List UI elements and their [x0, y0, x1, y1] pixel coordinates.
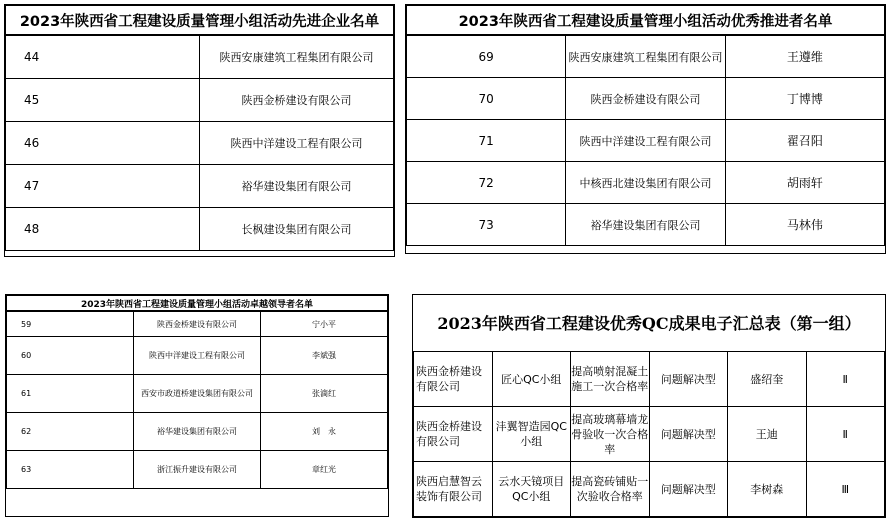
company-name: 长枫建设集团有限公司 [200, 208, 394, 251]
company-name: 中核西北建设集团有限公司 [566, 162, 725, 204]
company-name: 陕西金桥建设有限公司 [566, 78, 725, 120]
table-row [6, 208, 394, 251]
person-name: 翟召阳 [725, 120, 884, 162]
row-number: 72 [407, 162, 566, 204]
row-number: 63 [7, 451, 134, 489]
row-number: 44 [6, 35, 200, 79]
row-number: 45 [6, 79, 200, 122]
qc-type: 问题解决型 [649, 462, 728, 517]
table-row [7, 413, 388, 451]
company-name: 陕西安康建筑工程集团有限公司 [200, 35, 394, 79]
table-row [6, 165, 394, 208]
table-row [7, 311, 388, 337]
company-name: 陕西金桥建设有限公司 [134, 311, 261, 337]
table-row [7, 375, 388, 413]
person-name: 王遵维 [725, 35, 884, 78]
company-name: 陕西中洋建设工程有限公司 [200, 122, 394, 165]
company-name: 陕西金桥建设有限公司 [200, 79, 394, 122]
person-name: 张滴红 [261, 375, 388, 413]
table-row [407, 78, 885, 120]
row-number: 60 [7, 337, 134, 375]
company-name: 陕西安康建筑工程集团有限公司 [566, 35, 725, 78]
leader-list-panel [5, 294, 389, 517]
row-number: 61 [7, 375, 134, 413]
company-name: 陕西金桥建设有限公司 [414, 352, 493, 407]
qc-summary-title: 2023年陕西省工程建设优秀QC成果电子汇总表（第一组） [414, 295, 885, 352]
table-row [407, 162, 885, 204]
enterprise-table [5, 5, 394, 251]
row-number: 46 [6, 122, 200, 165]
company-name: 裕华建设集团有限公司 [134, 413, 261, 451]
person-name: 胡雨轩 [725, 162, 884, 204]
row-number: 69 [407, 35, 566, 78]
row-number: 62 [7, 413, 134, 451]
qc-type: 问题解决型 [649, 407, 728, 462]
person-name: 盛绍奎 [728, 352, 807, 407]
company-name: 陕西金桥建设有限公司 [414, 407, 493, 462]
table-row [414, 407, 885, 462]
award-level: Ⅲ [806, 462, 885, 517]
table-row [407, 120, 885, 162]
table-row [407, 35, 885, 78]
enterprise-list-panel [4, 4, 395, 257]
row-number: 59 [7, 311, 134, 337]
leader-table [6, 295, 388, 489]
person-name: 马林伟 [725, 204, 884, 246]
person-name: 丁博博 [725, 78, 884, 120]
qc-group-name: 云水天镜项目QC小组 [492, 462, 571, 517]
qc-topic: 提高瓷砖铺贴一次验收合格率 [571, 462, 650, 517]
person-name: 李树森 [728, 462, 807, 517]
table-row [7, 451, 388, 489]
qc-summary-table [413, 295, 885, 517]
row-number: 70 [407, 78, 566, 120]
person-name: 宁小平 [261, 311, 388, 337]
enterprise-list-title: 2023年陕西省工程建设质量管理小组活动先进企业名单 [6, 6, 394, 36]
row-number: 48 [6, 208, 200, 251]
promoter-table [406, 5, 885, 246]
table-row [414, 352, 885, 407]
leader-list-title: 2023年陕西省工程建设质量管理小组活动卓越领导者名单 [7, 296, 388, 312]
company-name: 裕华建设集团有限公司 [566, 204, 725, 246]
row-number: 71 [407, 120, 566, 162]
qc-summary-panel [412, 294, 886, 518]
award-level: Ⅱ [806, 407, 885, 462]
qc-group-name: 匠心QC小组 [492, 352, 571, 407]
person-name: 王迪 [728, 407, 807, 462]
row-number: 47 [6, 165, 200, 208]
table-row [6, 35, 394, 79]
table-row [407, 204, 885, 246]
qc-type: 问题解决型 [649, 352, 728, 407]
qc-group-name: 沣翼智造园QC小组 [492, 407, 571, 462]
company-name: 陕西中洋建设工程有限公司 [566, 120, 725, 162]
qc-topic: 提高喷射混凝土施工一次合格率 [571, 352, 650, 407]
person-name: 章红光 [261, 451, 388, 489]
table-row [6, 122, 394, 165]
table-row [7, 337, 388, 375]
company-name: 浙江振升建设有限公司 [134, 451, 261, 489]
company-name: 陕西启慧智云装饰有限公司 [414, 462, 493, 517]
company-name: 陕西中洋建设工程有限公司 [134, 337, 261, 375]
promoter-list-title: 2023年陕西省工程建设质量管理小组活动优秀推进者名单 [407, 6, 885, 36]
company-name: 西安市政道桥建设集团有限公司 [134, 375, 261, 413]
award-level: Ⅱ [806, 352, 885, 407]
row-number: 73 [407, 204, 566, 246]
person-name: 刘 永 [261, 413, 388, 451]
person-name: 李斌强 [261, 337, 388, 375]
qc-topic: 提高玻璃幕墙龙骨验收一次合格率 [571, 407, 650, 462]
table-row [6, 79, 394, 122]
promoter-list-panel [405, 4, 886, 254]
table-row [414, 462, 885, 517]
company-name: 裕华建设集团有限公司 [200, 165, 394, 208]
